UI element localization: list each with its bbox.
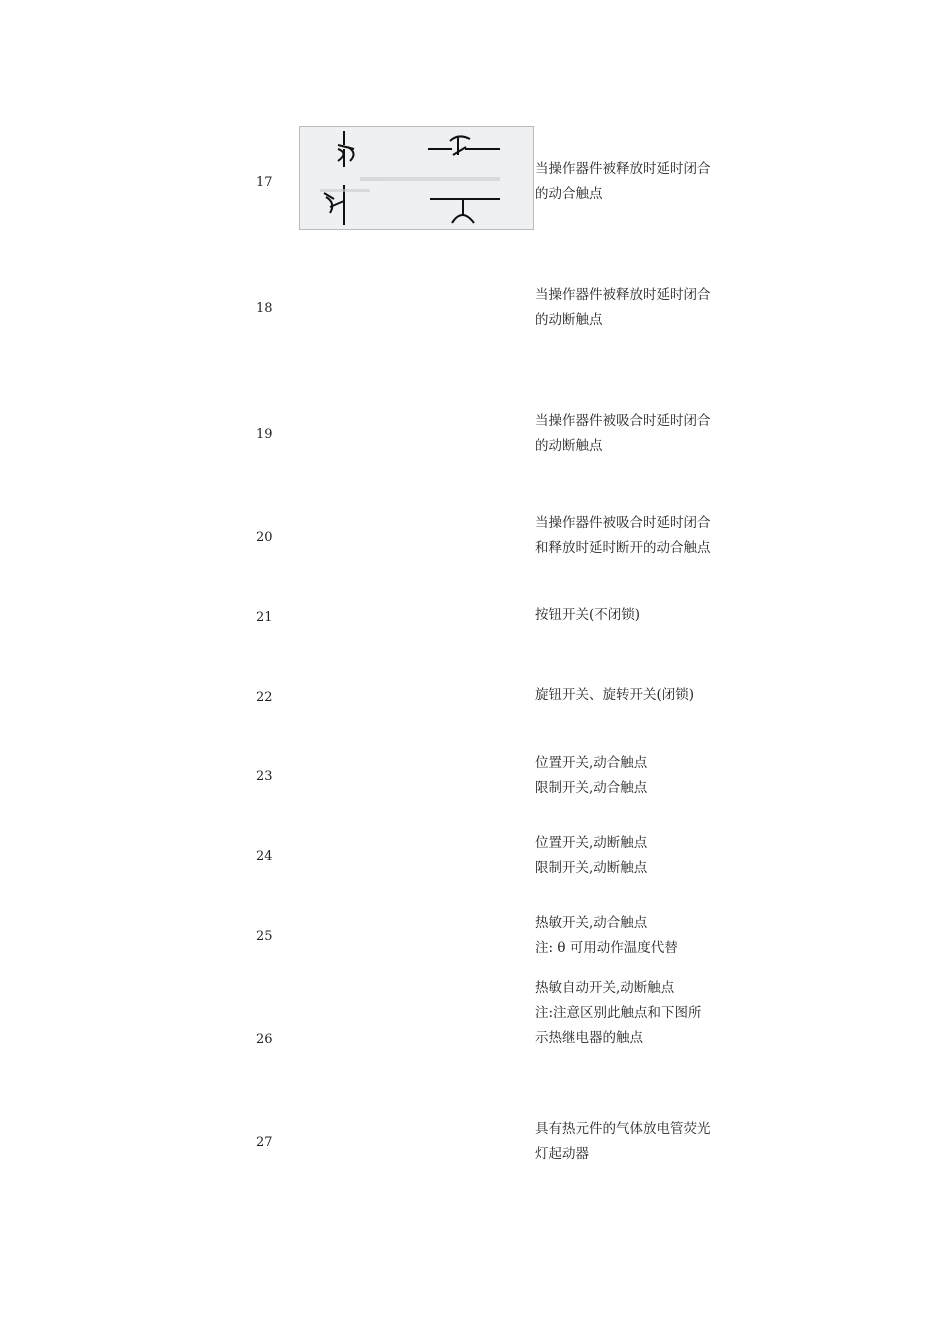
row-number: 19 — [256, 427, 273, 442]
row-description — [535, 157, 735, 207]
row-description — [535, 409, 735, 459]
row-number: 24 — [256, 849, 273, 864]
description-line: 限制开关,动断触点 — [535, 860, 648, 876]
description-line: 旋钮开关、旋转开关(闭锁) — [535, 687, 695, 703]
delay-contact-symbol-icon — [300, 127, 535, 231]
row-number: 26 — [256, 1032, 273, 1047]
row-number: 18 — [256, 301, 273, 316]
description-line: 的动合触点 — [535, 186, 603, 202]
description-line: 灯起动器 — [535, 1146, 589, 1162]
row-description — [535, 283, 735, 333]
row-description — [535, 511, 735, 561]
row-description — [535, 911, 735, 961]
row-description — [535, 751, 735, 801]
description-line: 示热继电器的触点 — [535, 1030, 643, 1046]
description-line: 当操作器件被吸合时延时闭合 — [535, 413, 711, 429]
description-line: 按钮开关(不闭锁) — [535, 607, 641, 623]
description-line: 注: θ 可用动作温度代替 — [535, 940, 678, 956]
description-line: 位置开关,动断触点 — [535, 835, 648, 851]
row-description — [535, 603, 735, 628]
row-description — [535, 976, 735, 1051]
description-line: 和释放时延时断开的动合触点 — [535, 540, 711, 556]
description-line: 的动断触点 — [535, 312, 603, 328]
description-line: 热敏自动开关,动断触点 — [535, 980, 675, 996]
row-number: 27 — [256, 1135, 273, 1150]
description-line: 当操作器件被释放时延时闭合 — [535, 287, 711, 303]
delay-contact-symbol-image — [299, 126, 534, 230]
description-line: 热敏开关,动合触点 — [535, 915, 648, 931]
row-description — [535, 831, 735, 881]
row-number: 22 — [256, 690, 273, 705]
description-line: 位置开关,动合触点 — [535, 755, 648, 771]
row-number: 17 — [256, 175, 273, 190]
description-line: 具有热元件的气体放电管荧光 — [535, 1121, 711, 1137]
row-number: 20 — [256, 530, 273, 545]
row-description — [535, 1117, 735, 1167]
description-line: 注:注意区别此触点和下图所 — [535, 1005, 702, 1021]
description-line: 限制开关,动合触点 — [535, 780, 648, 796]
row-description — [535, 683, 735, 708]
row-number: 25 — [256, 929, 273, 944]
row-number: 23 — [256, 769, 273, 784]
description-line: 当操作器件被释放时延时闭合 — [535, 161, 711, 177]
description-line: 的动断触点 — [535, 438, 603, 454]
row-number: 21 — [256, 610, 273, 625]
description-line: 当操作器件被吸合时延时闭合 — [535, 515, 711, 531]
